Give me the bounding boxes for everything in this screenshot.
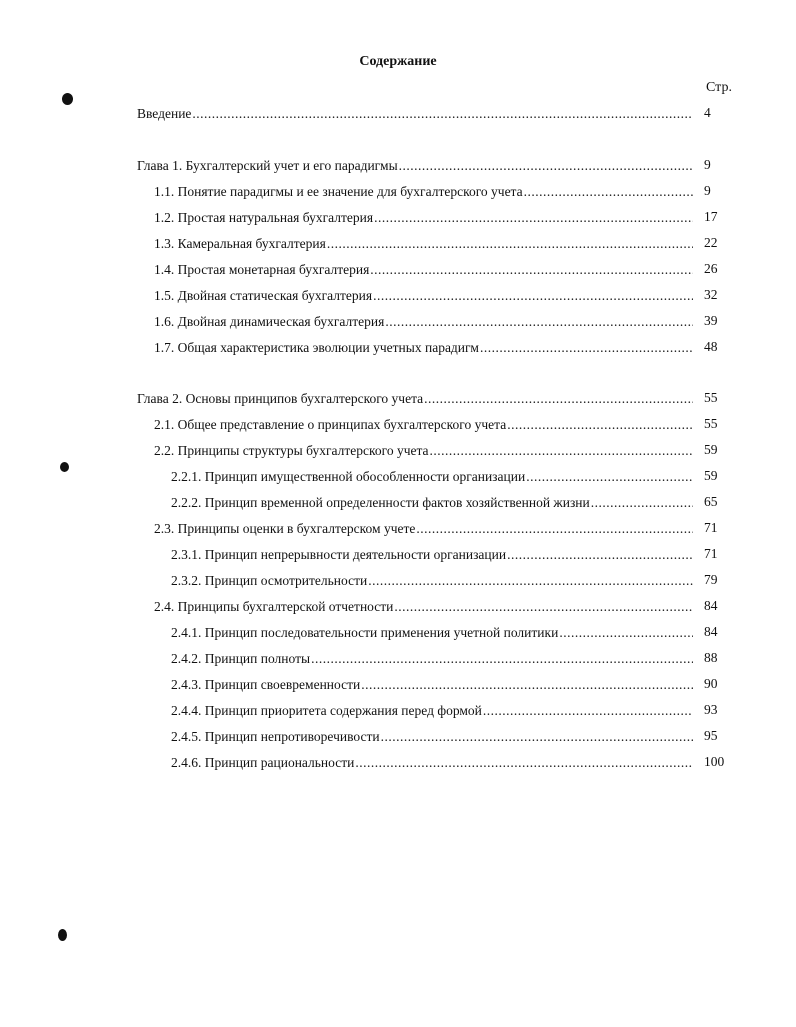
page-column-label: Стр. (706, 80, 732, 95)
toc-leader-dots (374, 209, 693, 227)
toc-leader-dots (399, 157, 693, 175)
toc-entry-text: 1.4. Простая монетарная бухгалтерия (154, 262, 370, 277)
toc-entry-text: 2.4.1. Принцип последовательности применения учетной политики (171, 625, 559, 640)
toc-entry (137, 390, 693, 408)
toc-page-number: 22 (704, 235, 718, 250)
toc-page-number: 93 (704, 702, 718, 717)
toc-entry (154, 183, 693, 201)
toc-leader-dots (480, 339, 693, 357)
toc-entry (171, 702, 693, 720)
toc-leader-dots (327, 235, 693, 253)
toc-entry-text: 2.2.1. Принцип имущественной обособленности организации (171, 469, 526, 484)
toc-leader-dots (526, 468, 693, 486)
toc-page-number: 59 (704, 468, 718, 483)
toc-page-number: 79 (704, 572, 718, 587)
toc-entry (154, 235, 693, 253)
toc-entry-text: 1.6. Двойная динамическая бухгалтерия (154, 314, 385, 329)
toc-entry (171, 572, 693, 590)
toc-entry (154, 287, 693, 305)
toc-page-number: 26 (704, 261, 718, 276)
toc-entry (137, 157, 693, 175)
toc-entry (171, 494, 693, 512)
toc-page-number: 55 (704, 416, 718, 431)
toc-entry (171, 650, 693, 668)
toc-page-number: 84 (704, 598, 718, 613)
toc-leader-dots (559, 624, 693, 642)
toc-page-number: 32 (704, 287, 718, 302)
toc-leader-dots (381, 728, 693, 746)
toc-entry-text: 2.4.5. Принцип непротиворечивости (171, 729, 380, 744)
toc-leader-dots (373, 287, 693, 305)
toc-page-number: 100 (704, 754, 725, 769)
toc-entry-text: Глава 2. Основы принципов бухгалтерского учета (137, 391, 424, 406)
toc-leader-dots (507, 416, 693, 434)
toc-leader-dots (355, 754, 693, 772)
toc-entry (154, 442, 693, 460)
toc-page-number: 59 (704, 442, 718, 457)
toc-entry-text: 2.4.6. Принцип рациональности (171, 755, 355, 770)
toc-entry (137, 105, 693, 123)
toc-entry-text: 1.5. Двойная статическая бухгалтерия (154, 288, 373, 303)
toc-page-number: 71 (704, 520, 718, 535)
toc-page-number: 9 (704, 157, 711, 172)
toc-entry-text: 2.3.2. Принцип осмотрительности (171, 573, 368, 588)
toc-page-number: 17 (704, 209, 718, 224)
toc-entry-text: 2.3. Принципы оценки в бухгалтерском учете (154, 521, 416, 536)
toc-leader-dots (416, 520, 693, 538)
toc-entry-text: 2.3.1. Принцип непрерывности деятельности организации (171, 547, 507, 562)
toc-leader-dots (192, 105, 693, 123)
toc-leader-dots (591, 494, 693, 512)
page-title: Содержание (359, 54, 437, 69)
toc-entry (171, 676, 693, 694)
toc-page-number: 90 (704, 676, 718, 691)
toc-leader-dots (385, 313, 693, 331)
toc-leader-dots (311, 650, 693, 668)
punch-hole-mark (62, 93, 73, 105)
toc-page-number: 48 (704, 339, 718, 354)
toc-entry (171, 728, 693, 746)
toc-entry (171, 624, 693, 642)
toc-entry-text: 1.7. Общая характеристика эволюции учетных парадигм (154, 340, 479, 355)
toc-leader-dots (361, 676, 693, 694)
toc-entry-text: 2.4.4. Принцип приоритета содержания перед формой (171, 703, 482, 718)
toc-leader-dots (394, 598, 693, 616)
toc-leader-dots (524, 183, 693, 201)
toc-entry-text: 2.2.2. Принцип временной определенности фактов хозяйственной жизни (171, 495, 590, 510)
toc-leader-dots (370, 261, 693, 279)
toc-page-number: 88 (704, 650, 718, 665)
toc-entry-text: 2.2. Принципы структуры бухгалтерского учета (154, 443, 429, 458)
toc-entry-text: 2.4.2. Принцип полноты (171, 651, 311, 666)
toc-leader-dots (483, 702, 693, 720)
toc-page-number: 4 (704, 105, 711, 120)
toc-entry (154, 598, 693, 616)
toc-page-number: 9 (704, 183, 711, 198)
toc-entry (154, 261, 693, 279)
toc-leader-dots (507, 546, 693, 564)
toc-entry (171, 468, 693, 486)
toc-page-number: 65 (704, 494, 718, 509)
toc-page-number: 84 (704, 624, 718, 639)
toc-leader-dots (368, 572, 693, 590)
toc-entry (154, 416, 693, 434)
toc-entry (154, 339, 693, 357)
punch-hole-mark (58, 929, 67, 941)
toc-page-number: 71 (704, 546, 718, 561)
toc-entry-text: Введение (137, 106, 192, 121)
toc-entry (154, 520, 693, 538)
toc-page-number: 39 (704, 313, 718, 328)
toc-page-number: 55 (704, 390, 718, 405)
toc-entry-text: 1.1. Понятие парадигмы и ее значение для бухгалтерского учета (154, 184, 523, 199)
toc-entry (154, 209, 693, 227)
toc-entry-text: 2.1. Общее представление о принципах бухгалтерского учета (154, 417, 507, 432)
toc-entry (171, 546, 693, 564)
toc-entry-text: Глава 1. Бухгалтерский учет и его парадигмы (137, 158, 398, 173)
toc-entry-text: 2.4. Принципы бухгалтерской отчетности (154, 599, 394, 614)
toc-entry-text: 1.3. Камеральная бухгалтерия (154, 236, 326, 251)
punch-hole-mark (60, 462, 69, 472)
toc-entry (171, 754, 693, 772)
toc-leader-dots (424, 390, 693, 408)
toc-page-number: 95 (704, 728, 718, 743)
toc-entry (154, 313, 693, 331)
toc-entry-text: 2.4.3. Принцип своевременности (171, 677, 361, 692)
toc-leader-dots (430, 442, 693, 460)
toc-entry-text: 1.2. Простая натуральная бухгалтерия (154, 210, 374, 225)
